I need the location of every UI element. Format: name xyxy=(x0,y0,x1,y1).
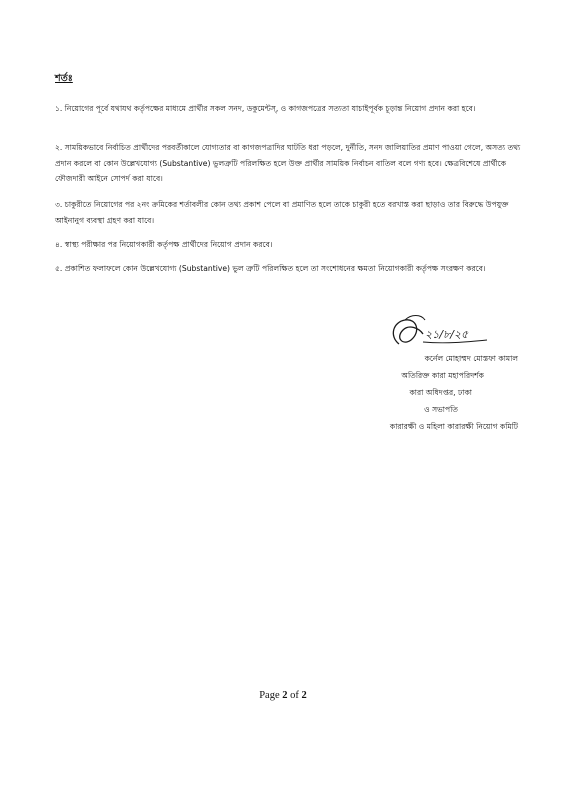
condition-item-5: ৫. প্রকাশিত ফলাফলে কোন উল্লেখযোগ্য (Substantive) ভুল ত্রুটি পরিলক্ষিত হলে তা সংশোধনের ক্ষমতা নিয়োগকারী কর্তৃপক্ষ সংরক্ষণ করবে। xyxy=(55,264,486,273)
signature-date: ২১/৮/২৫ xyxy=(425,328,469,341)
signatory-role: ও সভাপতি xyxy=(424,405,458,414)
page-word: Page xyxy=(259,690,280,701)
signatory-designation: অতিরিক্ত কারা মহাপরিদর্শক xyxy=(401,371,484,380)
signatory-committee: কারারক্ষী ও মহিলা কারারক্ষী নিয়োগ কমিটি xyxy=(389,422,518,431)
of-word: of xyxy=(290,690,299,701)
conditions-heading: শর্তঃ xyxy=(55,73,73,84)
condition-item-2: ২. সাময়িকভাবে নির্বাচিত প্রার্থীদের পরবর্তীকালে যোগ্যতার বা কাগজপত্রাদির ঘাটতি ধরা পড়লে, দুর্নীতি, সনদ জালিয়াতির প্রমাণ পাওয়া গেলে, অসত্য তথ্য প্রদান করলে বা কোন উল্লেখযোগ্য (Substantive) ভুলত্রুটি পরিলক্ষিত হলে উক্ত প্রার্থীর সাময়িক নির্বাচন বাতিল বলে গণ্য হবে। ক্ষেত্রবিশেষে প্রার্থীকে ফৌজদারী আইনে সোপর্দ করা যাবে। xyxy=(55,143,521,183)
condition-item-1: ১. নিয়োগের পূর্বে যথাযথ কর্তৃপক্ষের মাধ্যমে প্রার্থীর সকল সনদ, ডকুমেন্টস্‌, ও কাগজপত্রের সত্যতা যাচাইপূর্বক চূড়ান্ত নিয়োগ প্রদান করা হবে। xyxy=(55,104,476,113)
signatory-office: কারা অধিদপ্তর, ঢাকা xyxy=(409,388,472,397)
condition-item-4: ৪. স্বাস্থ্য পরীক্ষার পর নিয়োগকারী কর্তৃপক্ষ প্রার্থীদের নিয়োগ প্রদান করবে। xyxy=(55,240,273,249)
total-pages: 2 xyxy=(301,690,307,701)
current-page: 2 xyxy=(282,690,288,701)
signatory-block xyxy=(390,350,518,435)
page-number-footer xyxy=(0,690,566,701)
signatory-name: কর্নেল মোহাম্মদ মোস্তফা কামাল xyxy=(424,354,518,363)
condition-item-3: ৩. চাকুরীতে নিয়োগের পর ২নং ক্রমিকের শর্তাবলীর কোন তথ্য প্রকাশ পেলে বা প্রমাণিত হলে তাকে চাকুরী হতে বরখাস্ত করা ছাড়াও তার বিরুদ্ধে উপযুক্ত আইনানুগ ব্যবস্থা গ্রহণ করা যাবে। xyxy=(55,200,509,225)
